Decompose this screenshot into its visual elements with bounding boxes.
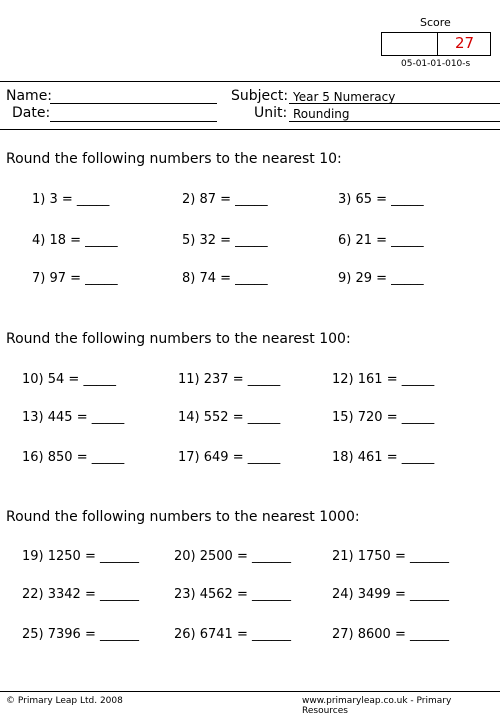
question: 6) 21 = _____ [338, 233, 424, 248]
question: 7) 97 = _____ [32, 271, 118, 286]
score-label: Score [420, 16, 451, 29]
question: 14) 552 = _____ [178, 410, 281, 425]
date-field[interactable] [50, 121, 217, 122]
question: 2) 87 = _____ [182, 192, 268, 207]
question: 10) 54 = _____ [22, 372, 116, 387]
question: 12) 161 = _____ [332, 372, 435, 387]
score-value: 27 [454, 34, 475, 52]
question: 26) 6741 = ______ [174, 627, 291, 642]
question: 21) 1750 = ______ [332, 549, 449, 564]
header-top-rule [0, 81, 500, 82]
question: 1) 3 = _____ [32, 192, 110, 207]
name-label: Name: [6, 88, 53, 104]
footer-copyright: © Primary Leap Ltd. 2008 [6, 696, 123, 706]
footer-website: www.primaryleap.co.uk - Primary Resources [302, 696, 452, 716]
header-bottom-rule [0, 129, 500, 130]
question: 5) 32 = _____ [182, 233, 268, 248]
section-instruction: Round the following numbers to the nearest 10: [6, 151, 342, 167]
question: 3) 65 = _____ [338, 192, 424, 207]
name-field[interactable] [50, 103, 217, 104]
section-instruction: Round the following numbers to the nearest 100: [6, 331, 351, 347]
question: 15) 720 = _____ [332, 410, 435, 425]
footer-rule [0, 691, 500, 692]
question: 17) 649 = _____ [178, 450, 281, 465]
question: 9) 29 = _____ [338, 271, 424, 286]
question: 11) 237 = _____ [178, 372, 281, 387]
subject-label: Subject: [231, 88, 289, 104]
unit-field[interactable] [289, 121, 500, 122]
question: 20) 2500 = ______ [174, 549, 291, 564]
question: 18) 461 = _____ [332, 450, 435, 465]
question: 25) 7396 = ______ [22, 627, 139, 642]
section-instruction: Round the following numbers to the nearest 1000: [6, 509, 360, 525]
unit-label: Unit: [254, 105, 288, 121]
question: 4) 18 = _____ [32, 233, 118, 248]
question: 13) 445 = _____ [22, 410, 125, 425]
question: 8) 74 = _____ [182, 271, 268, 286]
question: 24) 3499 = ______ [332, 587, 449, 602]
question: 19) 1250 = ______ [22, 549, 139, 564]
worksheet-code: 05-01-01-010-s [401, 59, 471, 69]
question: 16) 850 = _____ [22, 450, 125, 465]
subject-field[interactable] [289, 103, 500, 104]
subject-value: Year 5 Numeracy [293, 90, 396, 104]
unit-value: Rounding [293, 107, 350, 121]
question: 23) 4562 = ______ [174, 587, 291, 602]
question: 27) 8600 = ______ [332, 627, 449, 642]
question: 22) 3342 = ______ [22, 587, 139, 602]
date-label: Date: [12, 105, 51, 121]
